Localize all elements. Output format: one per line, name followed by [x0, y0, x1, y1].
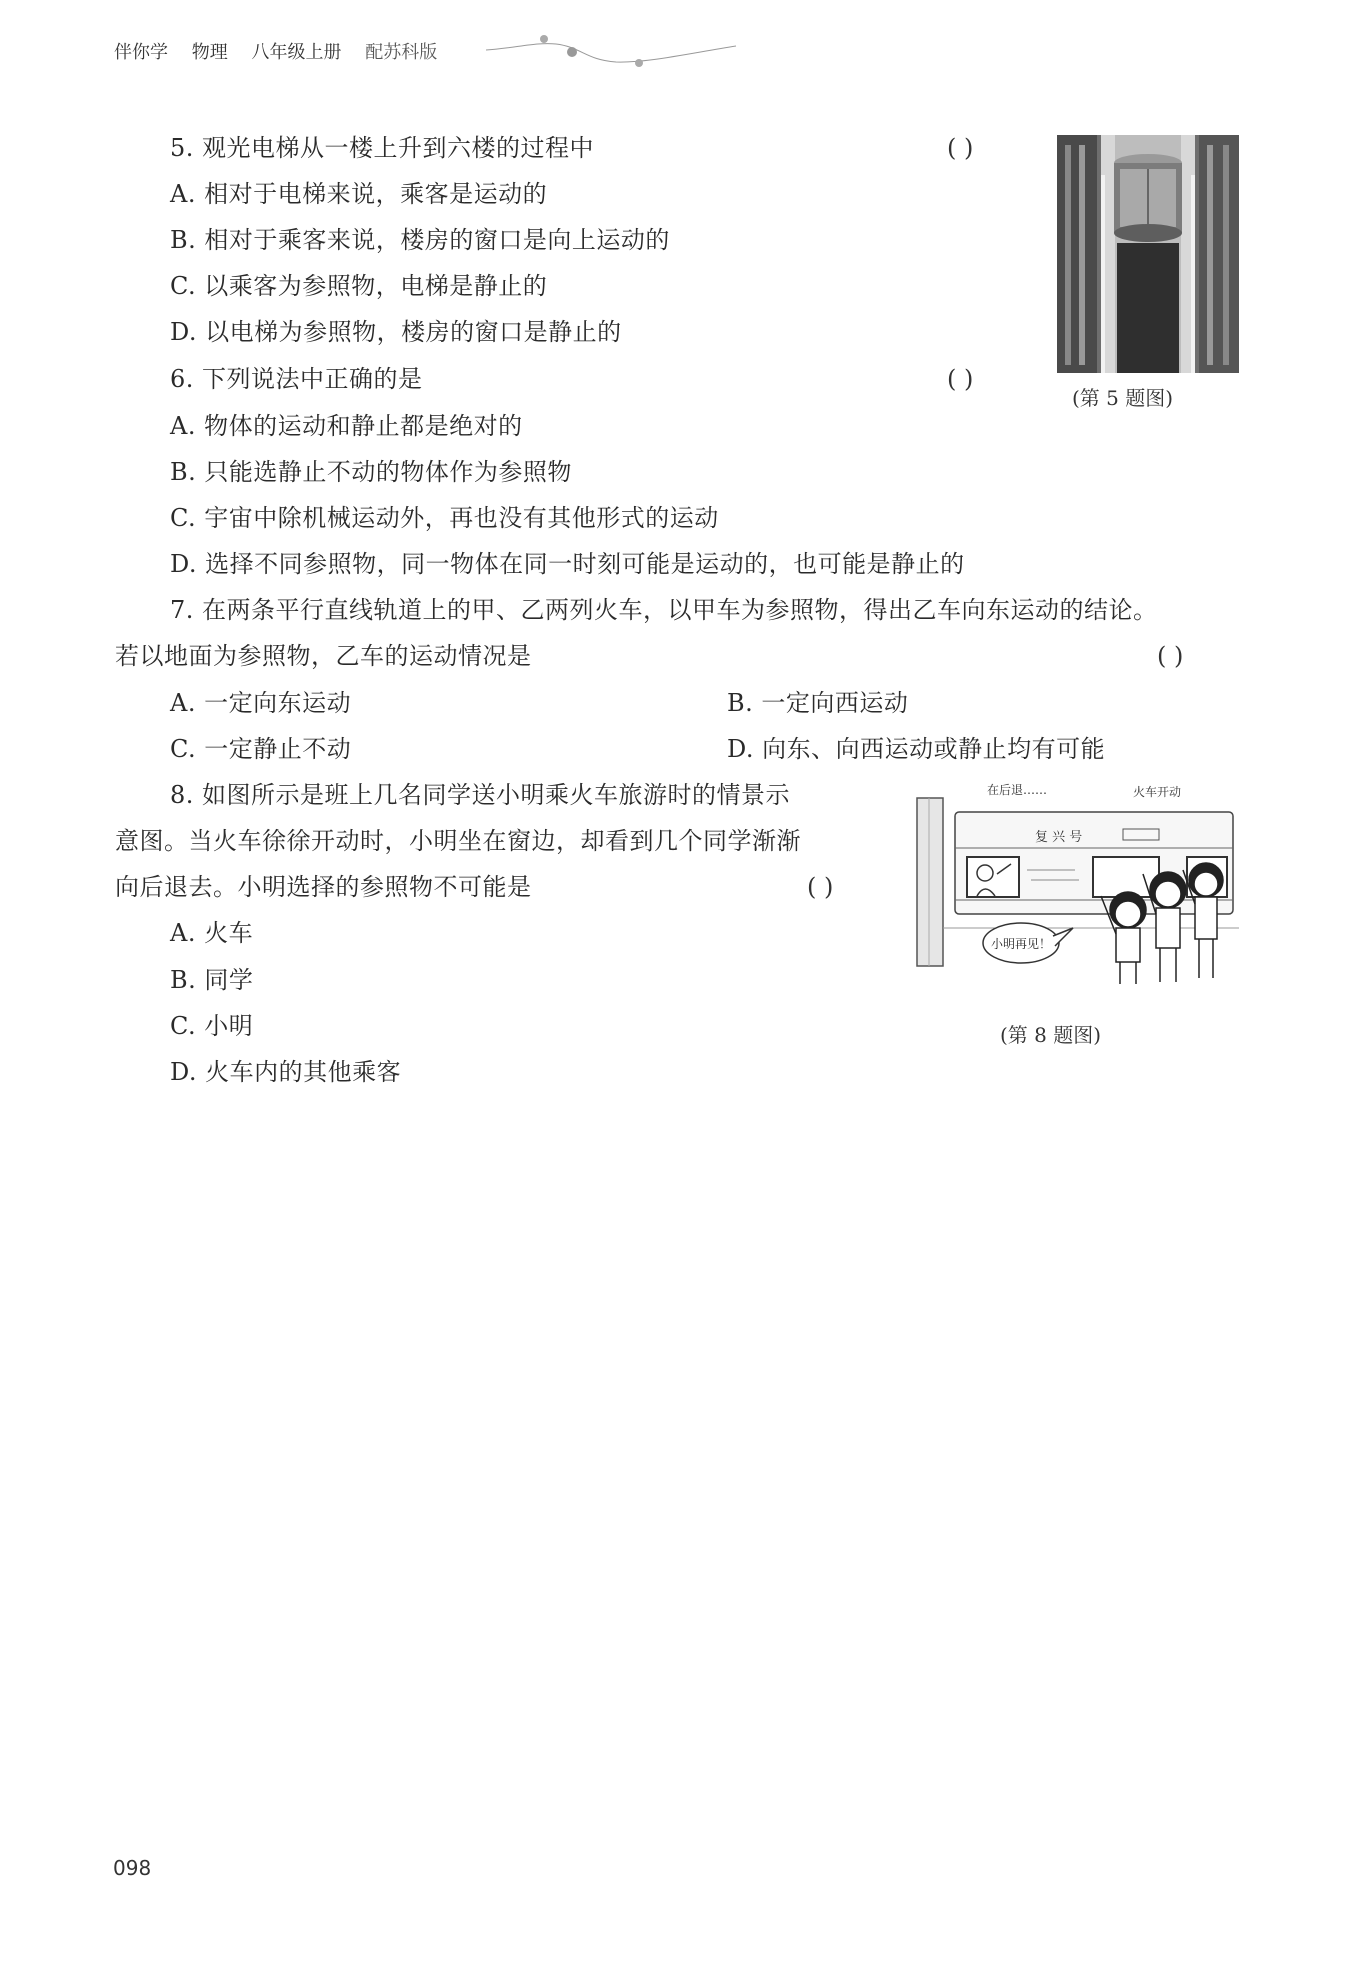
question-7-option-b: B. 一定向西运动 [727, 689, 909, 717]
book-name: 伴你学 [114, 42, 168, 63]
question-8-option-b: B. 同学 [170, 966, 254, 994]
figure-label-right: 火车开动 [1133, 785, 1182, 799]
edition-name: 配苏科版 [365, 42, 438, 63]
elevator-photo [1057, 135, 1239, 373]
figure-label-left: 在后退…… [987, 783, 1048, 797]
question-5-stem: 5. 观光电梯从一楼上升到六楼的过程中 [170, 134, 595, 162]
subject-name: 物理 [191, 42, 228, 63]
question-5-option-d: D. 以电梯为参照物，楼房的窗口是静止的 [170, 318, 622, 346]
question-5-answer-paren: ( ) [947, 134, 974, 162]
question-8-stem-line-1: 8. 如图所示是班上几名同学送小明乘火车旅游时的情景示 [170, 781, 791, 809]
question-8-stem-line-2: 意图。当火车徐徐开动时，小明坐在窗边，却看到几个同学渐渐 [115, 827, 801, 855]
question-8-option-c: C. 小明 [170, 1012, 254, 1040]
page-number: 098 [113, 1856, 152, 1880]
train-name-text: 复 兴 号 [1035, 830, 1083, 845]
question-6-option-b: B. 只能选静止不动的物体作为参照物 [170, 458, 572, 486]
header-decoration [486, 32, 746, 72]
question-7-option-c: C. 一定静止不动 [170, 735, 352, 763]
grade-name: 八年级上册 [251, 42, 342, 63]
question-8-option-a: A. 火车 [170, 919, 254, 947]
question-5-option-c: C. 以乘客为参照物，电梯是静止的 [170, 272, 548, 300]
question-5-option-a: A. 相对于电梯来说，乘客是运动的 [170, 180, 548, 208]
question-6-answer-paren: ( ) [947, 365, 974, 393]
question-8-stem-line-3: 向后退去。小明选择的参照物不可能是 [115, 873, 532, 901]
question-7-answer-paren: ( ) [1157, 642, 1184, 670]
figure-5-caption: (第 5 题图) [1072, 386, 1174, 410]
question-5-option-b: B. 相对于乘客来说，楼房的窗口是向上运动的 [170, 226, 670, 254]
question-6-stem: 6. 下列说法中正确的是 [170, 365, 423, 393]
question-6-option-a: A. 物体的运动和静止都是绝对的 [170, 412, 523, 440]
question-6-option-c: C. 宇宙中除机械运动外，再也没有其他形式的运动 [170, 504, 719, 532]
question-7-stem-line-1: 7. 在两条平行直线轨道上的甲、乙两列火车，以甲车为参照物，得出乙车向东运动的结论。 [170, 596, 1158, 624]
speech-bubble-text: 小明再见！ [991, 937, 1052, 951]
figure-8-caption: (第 8 题图) [1000, 1023, 1102, 1047]
question-7-option-a: A. 一定向东运动 [170, 689, 352, 717]
question-7-option-d: D. 向东、向西运动或静止均有可能 [727, 735, 1106, 763]
question-8-answer-paren: ( ) [807, 873, 834, 901]
question-7-stem-line-2: 若以地面为参照物，乙车的运动情况是 [115, 642, 532, 670]
question-8-option-d: D. 火车内的其他乘客 [170, 1058, 402, 1086]
question-6-option-d: D. 选择不同参照物，同一物体在同一时刻可能是运动的，也可能是静止的 [170, 550, 965, 578]
running-header [114, 38, 455, 64]
train-station-illustration [915, 778, 1239, 990]
